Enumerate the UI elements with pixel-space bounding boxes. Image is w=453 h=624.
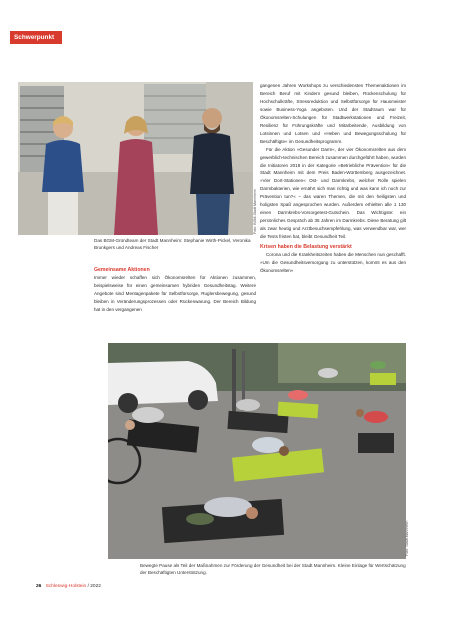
page-number: 26 <box>36 584 42 589</box>
section-heading-crisis: Krisen haben die Belastung verstärkt <box>260 244 352 251</box>
exercise-photo <box>108 343 406 559</box>
right-column <box>260 82 406 275</box>
issue-label: / 2022 <box>87 584 101 589</box>
magazine-name: Schleswig-Holstein <box>45 584 87 589</box>
left-paragraph: Immer wieder schaffen sich Ökonomsrelten für Aktionen zusammen, beispielsweise für einen gemeinsamen hybriden Gesundheitstag. Weitere Angebote sind Mentagenpakete für Selbstfürsorge, Ruglersbewegung, gesund bleiben in Veränderungsprozessen oder Rückenwarung. Der Bereich Bildung hat in den vergangenen <box>94 275 256 312</box>
left-column <box>94 266 256 314</box>
right-paragraph-2: Für die Aktion »Gesunder Darm«, der vier Ökonomsrelten aus dem gewerblich-technischen Bereich zusammen durchgeführt haben, wurden die Initiatoren 2018 in der Kategorie »Betriebliche Prävention« für die Stadt Mannheim mit dem Preis Baden-Württemberg ausgezeichnet. »Vier Dort-Stationen« Ost- und Darmkrebs, welcher Rolle spielen Darmbakterien, wie ernährt sich man richtig und was kann ich noch zur Prävention tun?« – das waren Themen, die mit den heiligsten und holigsten Spaß angesprochen wurden. Außerdem erhielten alle 1 130 einen Darmkrebs-Vorsorgetest-Gutschein. Das Wichtigste: ein persönliches Gespräch ab 35 Jahren im Darmkrebs. Diese Beratung gilt als zwar heutig und Arztbesuchsempfehlung, was verwendbar war, wer die Tests fristen hat, bleibt Gesundheit Teil. <box>260 146 406 240</box>
right-paragraph-1: gangenen Jahren Workshops zu verschiedensten Themenaktionen im Bereich Beruf mit Kindern gesund bleiben, Rückenschulung für Hochschulkräfte, Stressreduktion und Selbstfürsorge für Hausmeister sowie Business-Yoga angeboten. Und der Stadtraum war für Ökonomsrelten-Schulungen für Stadtwerkstationen und Freizeit, Resilienz für Führungskräfte und Mitarbeitende, Ausbildung von Lotsinnen und Lotsen und »Heben und Bewegungsschulung für Beschäftigte« im Gesundheitsprogramm. <box>260 83 406 144</box>
team-photo-illustration <box>18 82 253 235</box>
photo-caption-top: Das BGM-Gründteam der Stadt Mannheim: Stephanie Wirth-Pickel, Veronika Brunkgers und Andreas Fischer <box>94 238 251 251</box>
photo-credit-bottom: Foto: Stadt Mannheim <box>405 520 409 556</box>
photo-caption-bottom: Bewegte Pause als Teil der Maßnahmen zur Förderung der Gesundheit bei der Stadt Mannheim. Kleine Einlage für Wertschätzung der Beschäftigten Unterstützung. <box>140 563 406 576</box>
team-photo <box>18 82 253 235</box>
right-paragraph-3: Corona und die Krankheitszeiten haben die Menschen nun geschafft. »Um die Gesundheitsversorgung zu unterstützen, kommt es aus den Ökonomsrelten« <box>260 252 406 273</box>
photo-credit-top: Foto: BGM-Stadt Mannheim <box>253 189 257 234</box>
section-tag: Schwerpunkt <box>10 31 62 44</box>
page-footer <box>36 584 101 589</box>
exercise-photo-illustration <box>108 343 406 559</box>
section-heading-actions: Gemeinsame Aktionen <box>94 267 150 273</box>
